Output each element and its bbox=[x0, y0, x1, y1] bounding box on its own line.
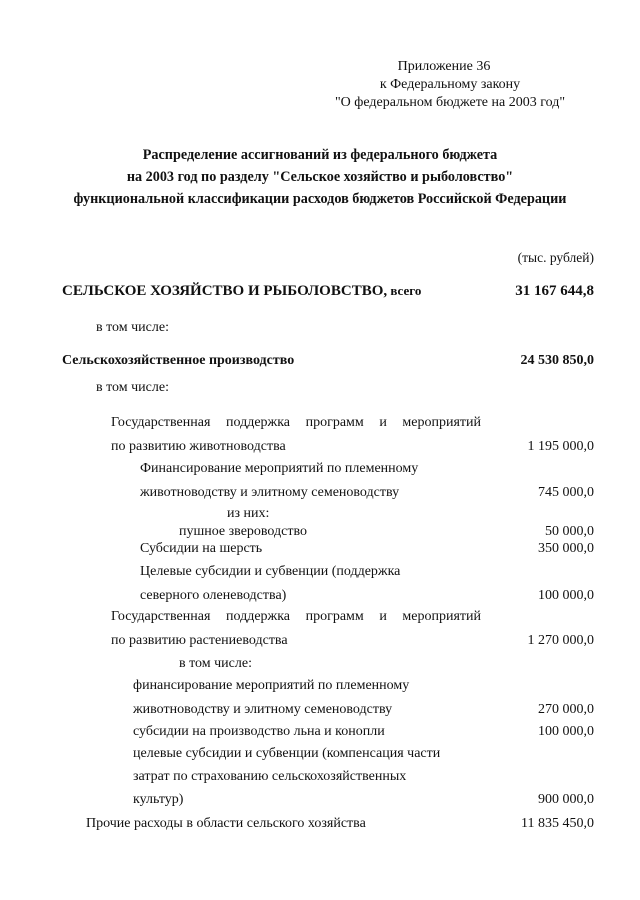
other-expenses-label: Прочие расходы в области сельского хозяйства bbox=[86, 816, 366, 831]
reindeer-line2: северного оленеводства) bbox=[140, 588, 287, 603]
other-expenses-value: 11 835 450,0 bbox=[521, 816, 594, 831]
total-value: 31 167 644,8 bbox=[515, 283, 594, 299]
document-title bbox=[0, 144, 640, 210]
crops-support-line2: по развитию растениеводства bbox=[111, 633, 288, 648]
crops-breeding-line2: животноводству и элитному семеноводству bbox=[133, 702, 393, 717]
in-particular-label: в том числе: bbox=[179, 656, 252, 671]
crops-breeding-value: 270 000,0 bbox=[538, 702, 594, 717]
flax-hemp-value: 100 000,0 bbox=[538, 724, 594, 739]
section-agri-production-label: Сельскохозяйственное производство bbox=[62, 353, 295, 368]
total-label-main: СЕЛЬСКОЕ ХОЗЯЙСТВО И РЫБОЛОВСТВО, bbox=[62, 283, 388, 299]
appendix-law: к Федеральному закону bbox=[379, 77, 521, 92]
crops-breeding-line1: финансирование мероприятий по племенному bbox=[133, 678, 410, 693]
wool-subsidy-value: 350 000,0 bbox=[538, 541, 594, 556]
appendix-law-title: "О федеральном бюджете на 2003 год" bbox=[334, 95, 566, 110]
total-label-suffix: всего bbox=[387, 283, 422, 298]
fur-farming-value: 50 000,0 bbox=[545, 524, 594, 539]
crops-support-value: 1 270 000,0 bbox=[527, 633, 594, 648]
in-particular-label: в том числе: bbox=[96, 320, 169, 335]
breeding-line2: животноводству и элитному семеноводству bbox=[140, 485, 400, 500]
unit-label: (тыс. рублей) bbox=[517, 250, 594, 265]
fur-farming-label: пушное звероводство bbox=[179, 524, 308, 539]
insurance-line2: затрат по страхованию сельскохозяйственных bbox=[133, 769, 407, 784]
insurance-line3: культур) bbox=[133, 792, 184, 807]
breeding-line1: Финансирование мероприятий по племенному bbox=[140, 461, 419, 476]
insurance-line1: целевые субсидии и субвенции (компенсация части bbox=[133, 746, 441, 761]
livestock-support-line1: Государственная поддержка программ и мероприятий bbox=[111, 415, 481, 430]
section-agri-production-value: 24 530 850,0 bbox=[520, 353, 594, 368]
total-label bbox=[62, 283, 421, 300]
reindeer-value: 100 000,0 bbox=[538, 588, 594, 603]
livestock-support-value: 1 195 000,0 bbox=[527, 439, 594, 454]
title-line-2: на 2003 год по разделу "Сельское хозяйство и рыболовство" bbox=[126, 169, 514, 185]
appendix-number: Приложение 36 bbox=[397, 59, 491, 74]
reindeer-line1: Целевые субсидии и субвенции (поддержка bbox=[140, 564, 401, 579]
breeding-value: 745 000,0 bbox=[538, 485, 594, 500]
insurance-value: 900 000,0 bbox=[538, 792, 594, 807]
wool-subsidy-label: Субсидии на шерсть bbox=[140, 541, 263, 556]
flax-hemp-label: субсидии на производство льна и конопли bbox=[133, 724, 385, 739]
title-line-1: Распределение ассигнований из федерального бюджета bbox=[142, 147, 498, 163]
appendix-header bbox=[300, 58, 600, 112]
in-particular-label: в том числе: bbox=[96, 380, 169, 395]
title-line-3: функциональной классификации расходов бюджетов Российской Федерации bbox=[73, 191, 567, 207]
livestock-support-line2: по развитию животноводства bbox=[111, 439, 286, 454]
of-which-label: из них: bbox=[227, 506, 270, 521]
crops-support-line1: Государственная поддержка программ и мероприятий bbox=[111, 609, 481, 624]
